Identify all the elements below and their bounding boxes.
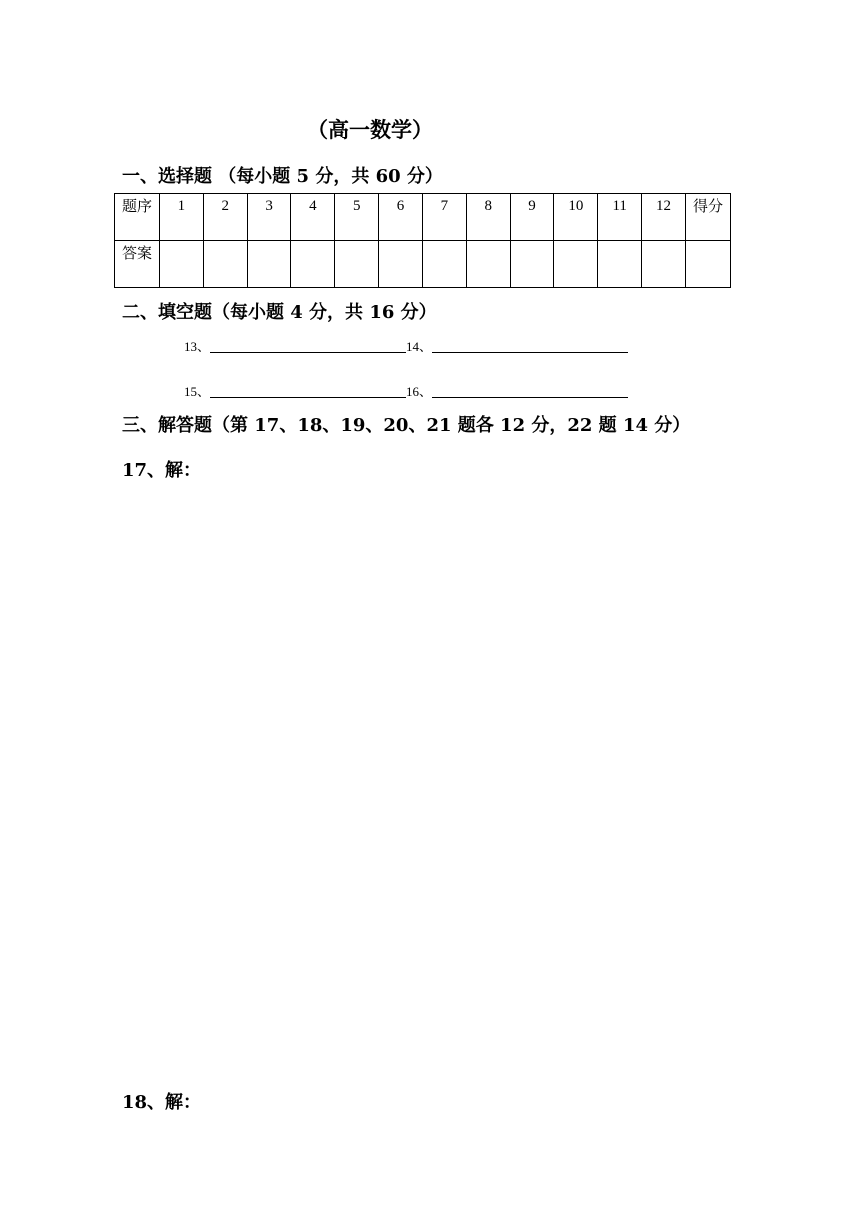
score-label-cell: 得分	[686, 194, 731, 241]
answer-table	[114, 193, 731, 288]
table-header-row	[115, 194, 731, 241]
blank-number-16: 16、	[406, 384, 433, 399]
blank-row	[184, 336, 628, 355]
question-18-label: 18、解：	[122, 1092, 202, 1113]
answer-cell[interactable]	[160, 241, 204, 288]
answer-label-cell: 答案	[115, 241, 160, 288]
question-number-cell: 8	[466, 194, 510, 241]
blank-number-15: 15、	[184, 384, 211, 399]
answer-cell[interactable]	[335, 241, 379, 288]
answer-cell[interactable]	[598, 241, 642, 288]
question-number-cell: 1	[160, 194, 204, 241]
answer-cell[interactable]	[510, 241, 554, 288]
answer-cell[interactable]	[379, 241, 423, 288]
question-number-cell: 7	[422, 194, 466, 241]
blank-row	[184, 381, 628, 400]
question-number-cell: 11	[598, 194, 642, 241]
question-number-cell: 2	[203, 194, 247, 241]
answer-blank-15[interactable]	[210, 384, 406, 398]
question-17-label: 17、解：	[122, 460, 202, 481]
answer-cell[interactable]	[642, 241, 686, 288]
section-heading-solutions: 三、解答题（第 17、18、19、20、21 题各 12 分，22 题 14 分）	[122, 415, 691, 436]
score-cell[interactable]	[686, 241, 731, 288]
section-heading-choice: 一、选择题 （每小题 5 分，共 60 分）	[122, 166, 443, 187]
blank-number-13: 13、	[184, 339, 211, 354]
answer-cell[interactable]	[203, 241, 247, 288]
answer-blank-14[interactable]	[432, 339, 628, 353]
header-label-cell: 题序	[115, 194, 160, 241]
question-number-cell: 10	[554, 194, 598, 241]
answer-blank-16[interactable]	[432, 384, 628, 398]
question-number-cell: 5	[335, 194, 379, 241]
page-title: （高一数学）	[307, 117, 433, 142]
section-heading-fill-in: 二、填空题（每小题 4 分，共 16 分）	[122, 302, 437, 323]
answer-cell[interactable]	[422, 241, 466, 288]
blank-number-14: 14、	[406, 339, 433, 354]
answer-cell[interactable]	[291, 241, 335, 288]
question-number-cell: 12	[642, 194, 686, 241]
answer-cell[interactable]	[247, 241, 291, 288]
answer-blank-13[interactable]	[210, 339, 406, 353]
answer-cell[interactable]	[554, 241, 598, 288]
question-number-cell: 9	[510, 194, 554, 241]
question-number-cell: 4	[291, 194, 335, 241]
question-number-cell: 3	[247, 194, 291, 241]
answer-cell[interactable]	[466, 241, 510, 288]
question-number-cell: 6	[379, 194, 423, 241]
table-answer-row	[115, 241, 731, 288]
